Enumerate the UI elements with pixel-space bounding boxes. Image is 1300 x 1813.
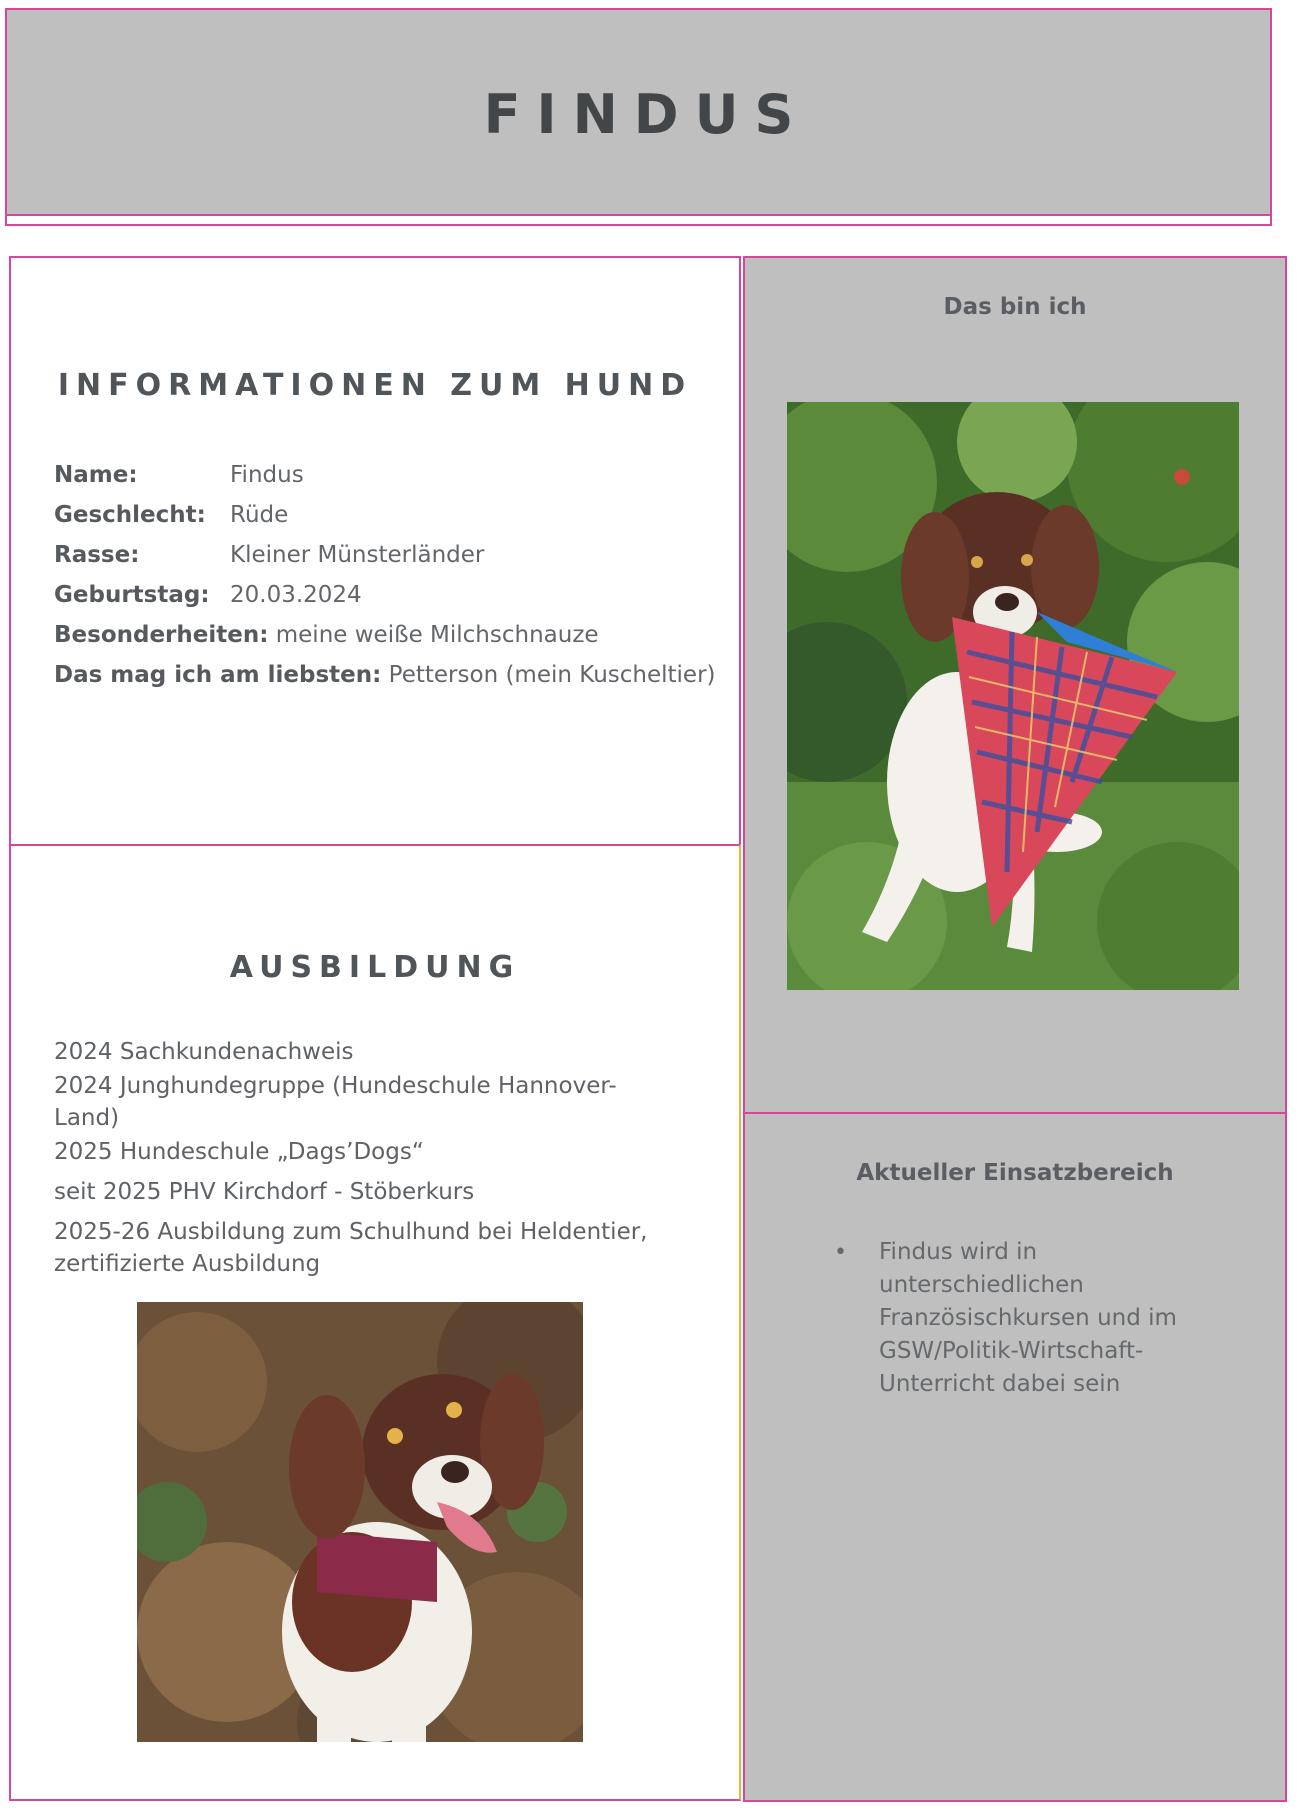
- info-row-birthday: [54, 582, 362, 608]
- info-label: Geburtstag:: [54, 582, 210, 608]
- duty-panel: [743, 1112, 1287, 1802]
- duty-bullet: Findus wird in unterschiedlichen Französischkursen und im GSW/Politik-Wirtschaft-Unterricht dabei sein: [879, 1239, 1177, 1397]
- header-underline: [5, 216, 1272, 226]
- education-heading: AUSBILDUNG: [229, 950, 521, 985]
- info-label: Name:: [54, 462, 138, 488]
- info-label: Besonderheiten:: [54, 622, 269, 648]
- education-item: 2025-26 Ausbildung zum Schulhund bei Heldentier, zertifizierte Ausbildung: [54, 1219, 648, 1277]
- info-row-special: [54, 622, 599, 648]
- info-value: Findus: [230, 462, 304, 488]
- education-panel: [9, 844, 741, 1801]
- info-row-name: [54, 462, 304, 488]
- info-heading: INFORMATIONEN ZUM HUND: [57, 368, 693, 403]
- info-row-favorite: [54, 662, 716, 688]
- info-label: Geschlecht:: [54, 502, 206, 528]
- info-panel: [9, 256, 741, 846]
- education-item: 2024 Junghundegruppe (Hundeschule Hannover-Land): [54, 1073, 617, 1131]
- info-value: meine weiße Milchschnauze: [275, 622, 599, 648]
- info-row-sex: [54, 502, 288, 528]
- info-value: Petterson (mein Kuscheltier): [388, 662, 716, 688]
- education-item: 2025 Hundeschule „Dags’Dogs“: [54, 1139, 424, 1165]
- info-row-breed: [54, 542, 484, 568]
- education-item: 2024 Sachkundenachweis: [54, 1039, 354, 1065]
- bullet-icon: •: [834, 1240, 847, 1265]
- info-label: Das mag ich am liebsten:: [54, 662, 382, 688]
- photo-panel: [743, 256, 1287, 1114]
- info-label: Rasse:: [54, 542, 140, 568]
- info-value: Rüde: [230, 502, 289, 528]
- page-title: FINDUS: [483, 82, 810, 146]
- header-banner: [5, 8, 1272, 216]
- education-item: seit 2025 PHV Kirchdorf - Stöberkurs: [54, 1179, 475, 1205]
- dog-photo-harness: [137, 1302, 583, 1742]
- dog-photo-bandana: [787, 402, 1239, 990]
- info-value: Kleiner Münsterländer: [230, 542, 485, 568]
- info-value: 20.03.2024: [230, 582, 362, 608]
- duty-heading: Aktueller Einsatzbereich: [856, 1160, 1174, 1186]
- photo-heading: Das bin ich: [943, 294, 1087, 320]
